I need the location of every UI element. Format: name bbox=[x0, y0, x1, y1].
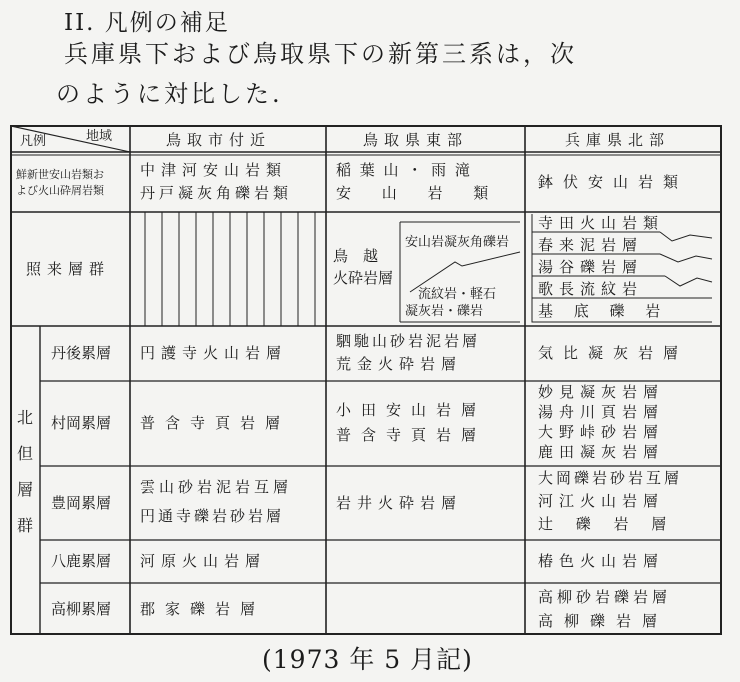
section-heading: II. 凡例の補足 bbox=[64, 10, 230, 36]
header-col-tottori-east: 鳥取県東部 bbox=[363, 131, 469, 149]
toyooka-c1-0: 雲山砂岩泥岩互層 bbox=[140, 478, 293, 496]
muraoka-c3-1: 湯舟川頁岩層 bbox=[538, 403, 665, 421]
pliocene-c1-line1: 中津河安山岩類 bbox=[140, 161, 288, 179]
toyooka-c3-0: 大岡礫岩砂岩互層 bbox=[538, 469, 683, 487]
header-legend: 凡例 bbox=[20, 134, 47, 149]
tango-c3-0: 気比凝灰岩層 bbox=[538, 344, 689, 362]
formation-name: 丹後累層 bbox=[51, 344, 112, 362]
takayanagi-c3-0: 高柳砂岩礫岩層 bbox=[538, 588, 672, 606]
header-region: 地域 bbox=[86, 129, 113, 144]
muraoka-c3-3: 鹿田凝灰岩層 bbox=[538, 443, 665, 461]
tango-c1-0: 円護寺火山岩層 bbox=[140, 344, 288, 362]
formation-name: 村岡累層 bbox=[51, 414, 112, 432]
intro-line-2: のように対比した. bbox=[56, 80, 283, 108]
group-char-2: 但 bbox=[16, 444, 33, 463]
pliocene-label-1: 鮮新世安山岩類お bbox=[16, 168, 104, 181]
terugi-c3-1: 春来泥岩層 bbox=[538, 236, 644, 254]
toyooka-c3-1: 河江火山岩層 bbox=[538, 492, 665, 510]
yoka-c1-0: 河原火山岩層 bbox=[140, 552, 267, 570]
terugi-c3-2: 湯谷礫岩層 bbox=[538, 258, 644, 276]
rhyolite-pumice: 流紋岩・軽石 bbox=[418, 287, 497, 302]
formation-name: 豊岡累層 bbox=[51, 494, 112, 512]
takayanagi-c3-1: 高柳礫岩層 bbox=[538, 612, 669, 630]
muraoka-c2-0: 小田安山岩層 bbox=[336, 401, 487, 419]
intro-line-1: 兵庫県下および鳥取県下の新第三系は，次 bbox=[64, 40, 577, 68]
tango-c2-0: 駟馳山砂岩泥岩層 bbox=[336, 332, 481, 350]
pliocene-c2-line1: 稲 葉 山 ・ 雨 滝 bbox=[336, 161, 472, 179]
hokutan-group-label bbox=[14, 400, 36, 544]
terugi-c3-4: 基 底 礫 岩 bbox=[538, 302, 669, 320]
tottori-koshi-line1: 鳥 越 bbox=[333, 247, 379, 265]
terugi-group-label: 照来層群 bbox=[26, 260, 111, 278]
muraoka-c3-2: 大野峠砂岩層 bbox=[538, 423, 665, 441]
group-char-3: 層 bbox=[16, 480, 33, 499]
toyooka-c2-0: 岩井火砕岩層 bbox=[336, 494, 463, 512]
muraoka-c1-0: 普含寺頁岩層 bbox=[140, 414, 291, 432]
pliocene-c3: 鉢伏安山岩類 bbox=[538, 173, 689, 191]
muraoka-c2-1: 普含寺頁岩層 bbox=[336, 426, 487, 444]
group-char-1: 北 bbox=[16, 408, 33, 427]
footer-date-note: (1973 年 5 月記) bbox=[262, 645, 473, 674]
header-col-tottori-city: 鳥取市付近 bbox=[166, 131, 272, 149]
group-char-4: 群 bbox=[16, 516, 33, 535]
yoka-c3-0: 椿色火山岩層 bbox=[538, 552, 665, 570]
muraoka-c3-0: 妙見凝灰岩層 bbox=[538, 383, 665, 401]
terugi-c3-3: 歌長流紋岩 bbox=[538, 280, 644, 298]
formation-name: 高柳累層 bbox=[51, 600, 112, 618]
pliocene-c2-line2: 安 山 岩 類 bbox=[336, 184, 502, 202]
andesite-breccia: 安山岩凝灰角礫岩 bbox=[405, 235, 510, 250]
header-col-hyogo-north: 兵庫県北部 bbox=[565, 131, 671, 149]
formation-name: 八鹿累層 bbox=[51, 552, 112, 570]
tottori-koshi-line2: 火砕岩層 bbox=[333, 269, 394, 287]
pliocene-label-2: よび火山砕屑岩類 bbox=[16, 184, 104, 197]
pliocene-c1-line2: 丹戸凝灰角礫岩類 bbox=[140, 184, 293, 202]
terugi-c3-0: 寺田火山岩類 bbox=[538, 214, 665, 232]
takayanagi-c1-0: 郡家礫岩層 bbox=[140, 600, 266, 618]
toyooka-c1-1: 円通寺礫岩砂岩層 bbox=[140, 507, 285, 525]
tuff-conglomerate: 凝灰岩・礫岩 bbox=[405, 304, 484, 319]
tango-c2-1: 荒金火砕岩層 bbox=[336, 355, 463, 373]
toyooka-c3-2: 辻 礫 岩 層 bbox=[538, 515, 676, 533]
